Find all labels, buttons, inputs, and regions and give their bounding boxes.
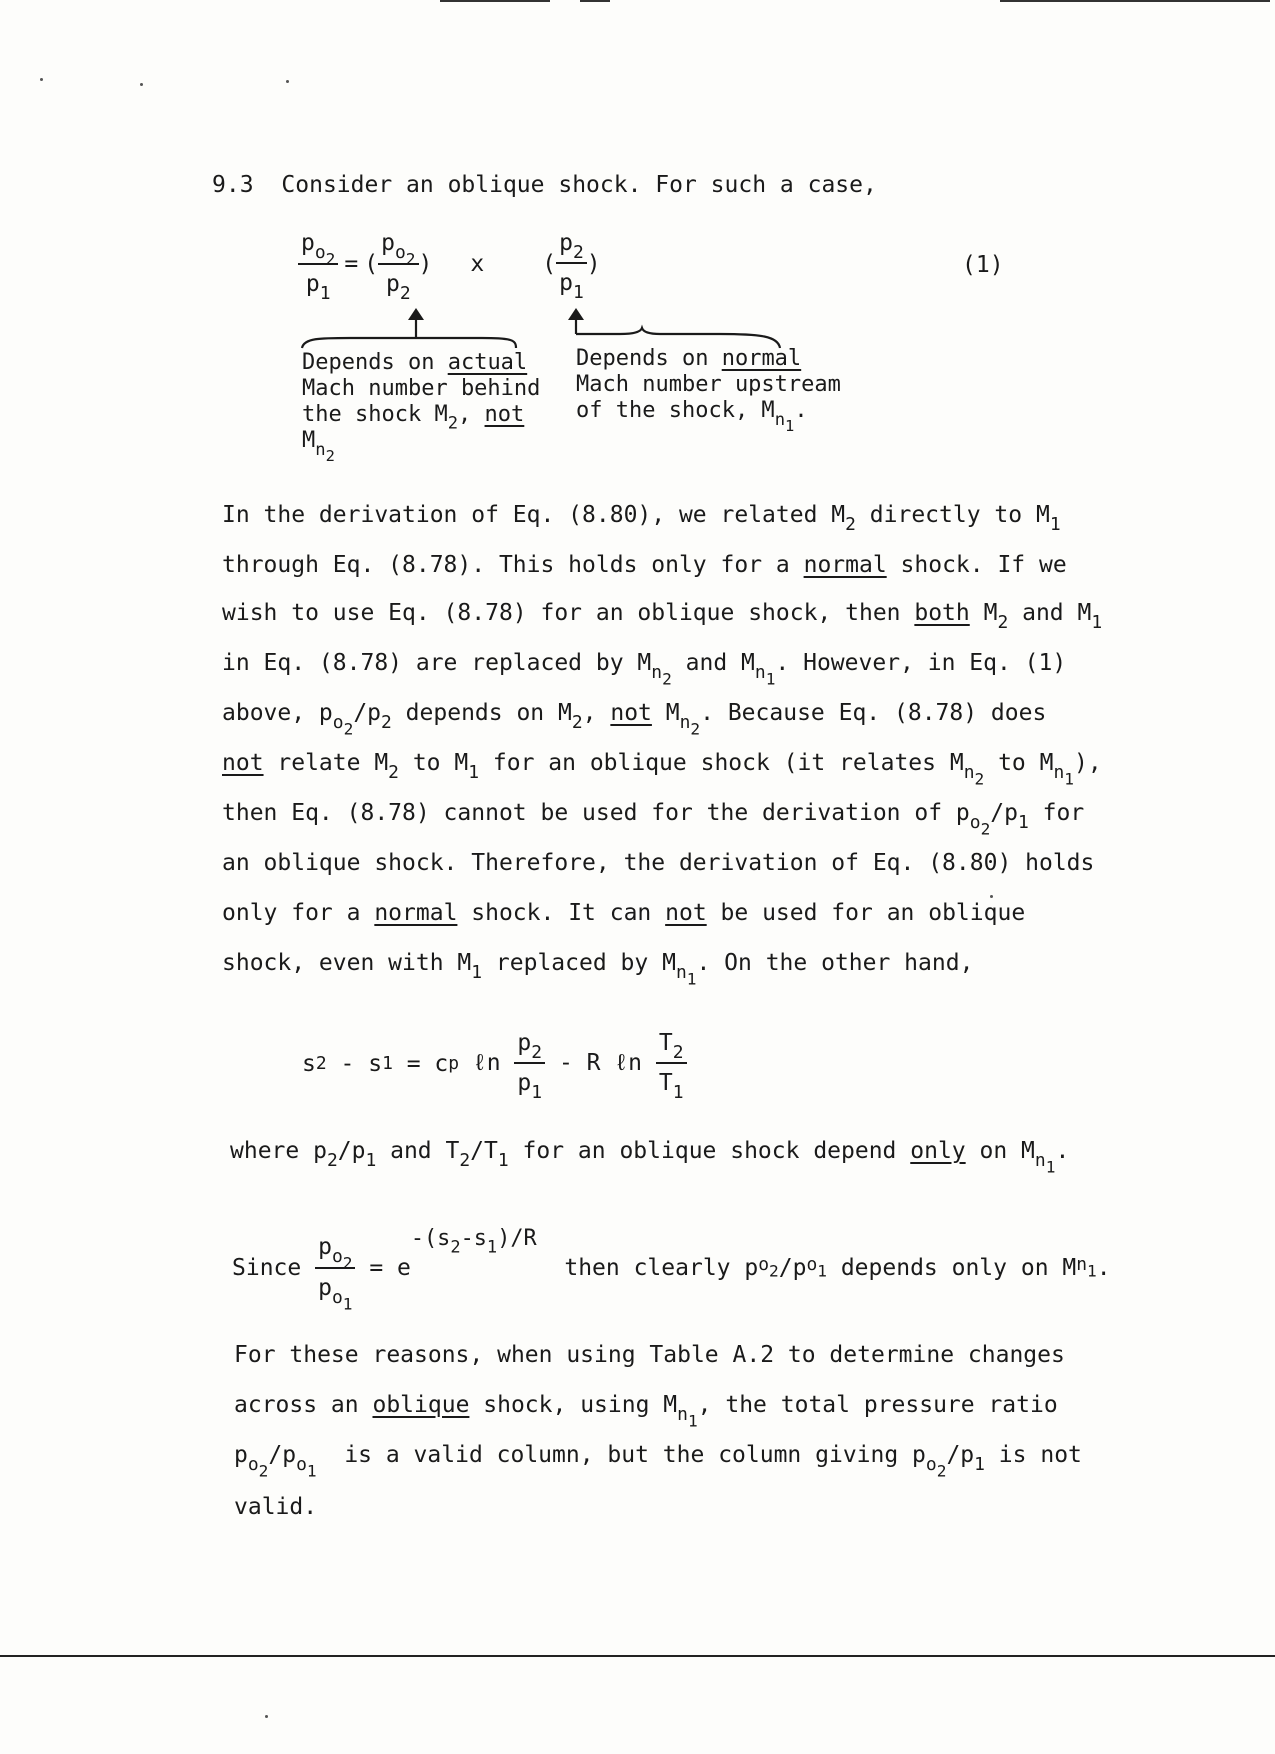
problem-intro: Consider an oblique shock. For such a case,: [281, 172, 877, 198]
brace-right: [576, 328, 780, 348]
bottom-rule: [0, 1655, 1275, 1657]
para3-line-1: For these reasons, when using Table A.2 to determine changes: [234, 1342, 1065, 1368]
eq1-lhs-fraction: $\frac{p_{o_2}}{p_1}$: [298, 228, 338, 300]
problem-number: 9.3: [212, 172, 254, 198]
eq2-pressure-ratio: $\frac{p_2}{p_1}$: [514, 1028, 545, 1099]
para3-line-3: $p_{o_2}/p_{o_1}$ is a valid column, but the column giving $p_{o_2}/p_1$ is not: [234, 1442, 1082, 1481]
scan-speck: [990, 895, 993, 898]
scan-speck: [140, 83, 143, 86]
equation-1: $\frac{p_{o_2}}{p_1}$ = ( $\frac{p_{o_2}}{p_2}$ ) x ( $\frac{p_2}{p_1}$ ): [298, 228, 601, 300]
arrowhead-left: [408, 308, 424, 320]
para1-line-7: then Eq. (8.78) cannot be used for the derivation of $p_{o_2}/p_1$ for: [222, 800, 1085, 839]
para3-line-2: across an oblique shock, using $M_{n_1}$, the total pressure ratio: [234, 1392, 1058, 1431]
scan-speck: [265, 1715, 268, 1718]
paragraph-2: where $p_2/p_1$ and $T_2/T_1$ for an oblique shock depend only on $M_{n_1}$.: [230, 1138, 1070, 1177]
scan-edge-top: [1000, 0, 1270, 2]
para1-line-5: above, $p_{o_2}/p_2$ depends on $M_2$, not $M_{n_2}$. Because Eq. (8.78) does: [222, 700, 1047, 739]
scan-edge-top: [440, 0, 550, 2]
equation-entropy: s 2 - s 1 = c p ℓn $\frac{p_2}{p_1}$ - R ℓn $\frac{T_2}{T_1}$: [302, 1028, 687, 1099]
para1-line-9: only for a normal shock. It can not be used for an oblique: [222, 900, 1026, 926]
para1-line-10: shock, even with $M_1$ replaced by $M_{n_1}$. On the other hand,: [222, 950, 974, 989]
arrowhead-right: [568, 308, 584, 320]
eq1-factor-2: $\frac{p_2}{p_1}$: [556, 228, 587, 299]
since-statement: Since $\frac{p_{o_2}}{p_{o_1}}$ = e $-(s_2-s_1)/R$ then clearly p $o_2$ /p $o_1$ depends only on M $n_1$ .: [232, 1225, 1111, 1314]
para1-line-8: an oblique shock. Therefore, the derivation of Eq. (8.80) holds: [222, 850, 1095, 876]
para3-line-4: valid.: [234, 1494, 318, 1520]
eq1-factor-1: $\frac{p_{o_2}}{p_2}$: [378, 228, 418, 300]
para1-line-2: through Eq. (8.78). This holds only for a normal shock. If we: [222, 552, 1067, 578]
scan-speck: [40, 78, 43, 81]
note-left: Depends on actual Mach number behind the shock $M_2$, not $M_{n_2}$: [302, 350, 541, 465]
note-right: Depends on normal Mach number upstream of the shock, $M_{n_1}$.: [576, 346, 841, 435]
eq1-equals: =: [344, 250, 359, 277]
scan-edge-top: [580, 0, 610, 2]
since-total-pressure-ratio: $\frac{p_{o_2}}{p_{o_1}}$: [315, 1232, 355, 1304]
para1-line-1: In the derivation of Eq. (8.80), we related $M_2$ directly to $M_1$: [222, 502, 1061, 536]
since-exponent: $-(s_2-s_1)/R$: [410, 1225, 537, 1258]
brace-left: [302, 338, 516, 348]
problem-header: [212, 172, 877, 198]
eq1-times: x: [470, 250, 485, 277]
scan-speck: [286, 80, 289, 83]
para1-line-6: not relate $M_2$ to $M_1$ for an oblique shock (it relates $M_{n_2}$ to $M_{n_1}$),: [222, 750, 1102, 789]
para1-line-4: in Eq. (8.78) are replaced by $M_{n_2}$ and $M_{n_1}$. However, in Eq. (1): [222, 650, 1067, 689]
equation-1-number: (1): [962, 252, 1004, 278]
para1-line-3: wish to use Eq. (8.78) for an oblique shock, then both $M_2$ and $M_1$: [222, 600, 1103, 634]
eq2-temperature-ratio: $\frac{T_2}{T_1}$: [656, 1028, 687, 1099]
